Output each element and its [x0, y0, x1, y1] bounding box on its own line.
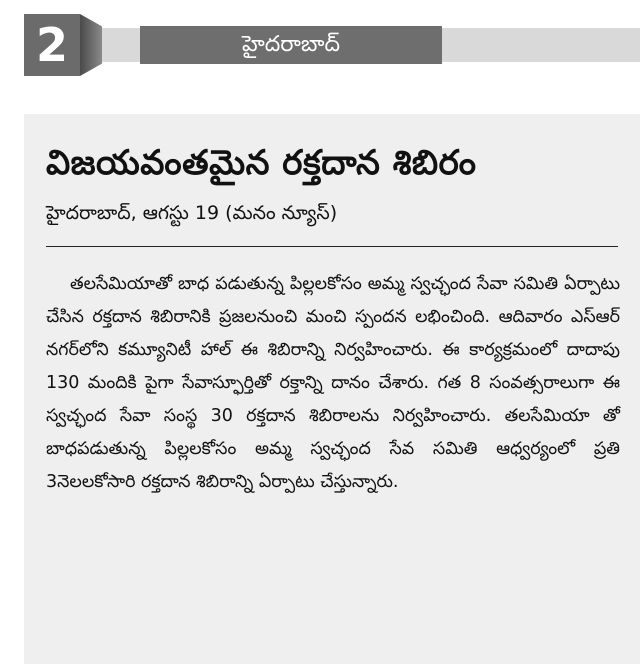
section-title: హైదరాబాద్ [140, 26, 442, 64]
article-body [46, 268, 620, 499]
headline-divider [46, 246, 618, 247]
article-headline: విజయవంతమైన రక్తదాన శిబిరం [46, 143, 477, 183]
article-dateline: హైదరాబాద్, ఆగస్టు 19 (మనం న్యూస్) [46, 202, 338, 224]
section-header [0, 0, 640, 100]
article-body-text: తలసేమియాతో బాధ పడుతున్న పిల్లలకోసం అమ్మ స్వచ్ఛంద సేవా సమితి ఏర్పాటు చేసిన రక్తదాన శిబిరానికి ప్రజలనుంచి మంచి స్పందన లభించింది. ఆదివారం ఎస్ఆర్ నగర్‌లోని కమ్యూనిటీ హాల్ ఈ శిబిరాన్ని నిర్వహించారు. ఈ కార్యక్రమంలో దాదాపు 130 మందికి పైగా సేవాస్ఫూర్తితో రక్తాన్ని దానం చేశారు. గత 8 సంవత్సరాలుగా ఈ స్వచ్ఛంద సేవా సంస్థ 30 రక్తదాన శిబిరాలను నిర్వహించారు. తలసేమియా తో బాధపడుతున్న పిల్లలకోసం అమ్మ స్వచ్ఛంద సేవ సమితి ఆధ్వర్యంలో ప్రతి 3నెలలకోసారి రక్తదాన శిబిరాన్ని ఏర్పాటు చేస్తున్నారు. [46, 274, 620, 492]
page-number-block: 2 [24, 14, 80, 76]
page-number-shadow [80, 14, 102, 76]
